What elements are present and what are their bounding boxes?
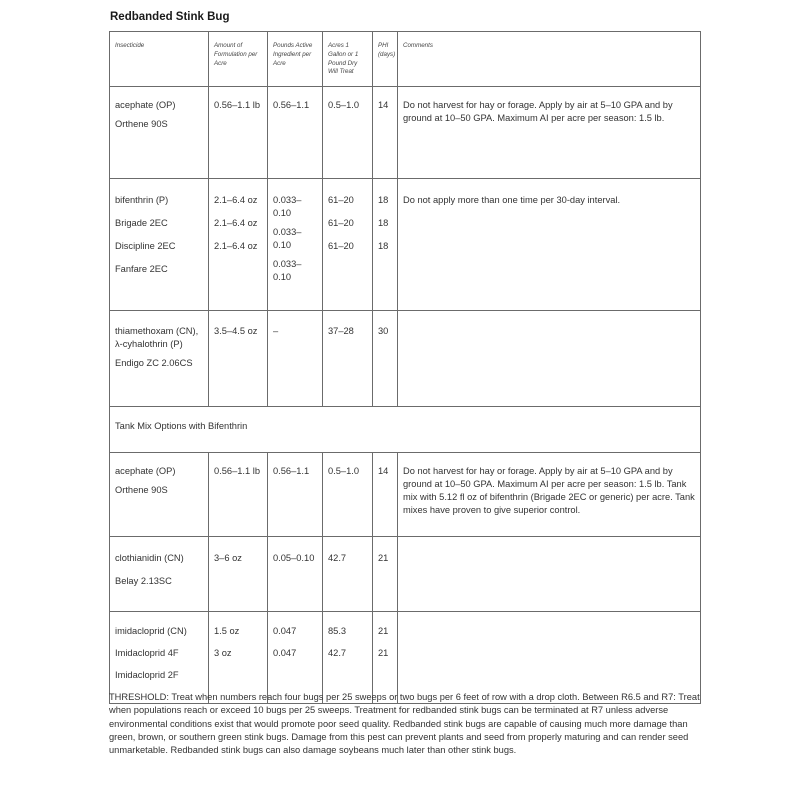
comment-cell: Do not apply more than one time per 30-day interval. [398, 179, 701, 311]
cell-line: 0.5–1.0 [328, 466, 360, 476]
cell-line: 2.1–6.4 oz [214, 218, 258, 228]
acres-cell [323, 612, 373, 704]
cell-line: 2.1–6.4 oz [214, 241, 258, 251]
cell-line: 61–20 [328, 241, 354, 251]
cell-line: imidacloprid (CN) [115, 626, 187, 636]
comment-cell [398, 537, 701, 612]
cell-line: 18 [378, 241, 389, 251]
cell-line: 0.05–0.10 [273, 553, 315, 563]
phi-cell [373, 537, 398, 612]
insecticide-cell [110, 179, 209, 311]
cell-line: Imidacloprid 4F [115, 648, 179, 658]
pounds-cell [268, 612, 323, 704]
cell-line: 0.56–1.1 lb [214, 466, 261, 476]
cell-line: 2.1–6.4 oz [214, 195, 258, 205]
cell-line: 0.56–1.1 [273, 100, 310, 110]
cell-line: – [273, 326, 279, 336]
amount-cell [209, 453, 268, 537]
insecticide-cell [110, 537, 209, 612]
cell-line: 42.7 [328, 553, 347, 563]
pounds-cell [268, 453, 323, 537]
header-comments: Comments [398, 32, 701, 87]
cell-line: bifenthrin (P) [115, 195, 169, 205]
header-phi: PHI (days) [373, 32, 398, 87]
insecticide-cell [110, 311, 209, 407]
comment-cell [398, 612, 701, 704]
pounds-cell [268, 179, 323, 311]
header-amount: Amount of Formulation per Acre [209, 32, 268, 87]
phi-cell [373, 612, 398, 704]
phi-cell [373, 453, 398, 537]
cell-line: 21 [378, 553, 389, 563]
section-label: Tank Mix Options with Bifenthrin [110, 407, 701, 453]
cell-line: clothianidin (CN) [115, 553, 184, 563]
insecticide-cell [110, 453, 209, 537]
pounds-cell [268, 87, 323, 179]
insecticide-cell [110, 612, 209, 704]
header-acres: Acres 1 Gallon or 1 Pound Dry Will Treat [323, 32, 373, 87]
table-row [110, 87, 701, 179]
pounds-cell [268, 311, 323, 407]
phi-cell [373, 179, 398, 311]
cell-line: acephate (OP) [115, 466, 176, 476]
cell-line: 18 [378, 195, 389, 205]
table-row [110, 612, 701, 704]
cell-line: 61–20 [328, 218, 354, 228]
cell-line: 14 [378, 466, 389, 476]
cell-line: 85.3 [328, 626, 347, 636]
table-row [110, 453, 701, 537]
phi-cell [373, 87, 398, 179]
cell-line: Endigo ZC 2.06CS [115, 358, 193, 368]
amount-cell [209, 87, 268, 179]
cell-line: 61–20 [328, 195, 354, 205]
acres-cell [323, 537, 373, 612]
table-row [110, 311, 701, 407]
cell-line: 18 [378, 218, 389, 228]
threshold-note: THRESHOLD: Treat when numbers reach four bugs per 25 sweeps or two bugs per 6 feet of row with a drop cloth. Between R6.5 and R7: Treat when populations reach or exceed 10 bugs per 25 sweeps. Treatment for redbanded stink bugs can be terminated at R7 unless adverse environmental conditions exist that would promote poor seed quality. Redbanded stink bugs are capable of causing much more damage than green, brown, or southern green stink bugs. Damage from this pest can prevent plants and seed from properly maturing and can render seed unmarketable. Redbanded stink bugs can also damage soybeans much later than other stink bugs. [109, 692, 700, 756]
amount-cell [209, 612, 268, 704]
cell-line: Discipline 2EC [115, 241, 176, 251]
comment-cell [398, 311, 701, 407]
cell-line: 21 [378, 648, 389, 658]
pounds-cell [268, 537, 323, 612]
amount-cell [209, 311, 268, 407]
acres-cell [323, 453, 373, 537]
cell-line: 0.56–1.1 lb [214, 100, 261, 110]
acres-cell [323, 87, 373, 179]
table-row [110, 537, 701, 612]
cell-line: Fanfare 2EC [115, 264, 168, 274]
header-pounds: Pounds Active Ingredient per Acre [268, 32, 323, 87]
cell-line: 14 [378, 100, 389, 110]
cell-line: Brigade 2EC [115, 218, 168, 228]
cell-line: 0.033–0.10 [273, 195, 302, 218]
cell-line: thiamethoxam (CN), λ-cyhalothrin (P) [115, 326, 199, 349]
cell-line: 3–6 oz [214, 553, 242, 563]
table-header-row [110, 32, 701, 87]
cell-line: 3 oz [214, 648, 232, 658]
cell-line: 30 [378, 326, 389, 336]
insecticide-cell [110, 87, 209, 179]
header-insecticide: Insecticide [110, 32, 209, 87]
insecticide-table [109, 31, 701, 704]
phi-cell [373, 311, 398, 407]
cell-line: 3.5–4.5 oz [214, 326, 258, 336]
amount-cell [209, 537, 268, 612]
cell-line: 1.5 oz [214, 626, 240, 636]
cell-line: 0.047 [273, 648, 297, 658]
comment-cell: Do not harvest for hay or forage. Apply by air at 5–10 GPA and by ground at 10–50 GPA. Maximum AI per acre per season: 1.5 lb. [398, 87, 701, 179]
cell-line: Orthene 90S [115, 485, 168, 495]
acres-cell [323, 311, 373, 407]
cell-line: Belay 2.13SC [115, 576, 172, 586]
cell-line: 21 [378, 626, 389, 636]
cell-line: 0.56–1.1 [273, 466, 310, 476]
table-row [110, 179, 701, 311]
cell-line: acephate (OP) [115, 100, 176, 110]
cell-line: 0.033–0.10 [273, 259, 302, 282]
cell-line: Orthene 90S [115, 119, 168, 129]
cell-line: 37–28 [328, 326, 354, 336]
amount-cell [209, 179, 268, 311]
acres-cell [323, 179, 373, 311]
cell-line: Imidacloprid 2F [115, 670, 179, 680]
section-row [110, 407, 701, 453]
cell-line: 0.047 [273, 626, 297, 636]
cell-line: 0.5–1.0 [328, 100, 360, 110]
cell-line: 0.033–0.10 [273, 227, 302, 250]
page-title: Redbanded Stink Bug [110, 11, 230, 23]
comment-cell: Do not harvest for hay or forage. Apply by air at 5–10 GPA and by ground at 10–50 GPA. Maximum AI per acre per season: 1.5 lb. Tank mix with 5.12 fl oz of bifenthrin (Brigade 2EC or generic) per acre. Tank mixes have proven to give superior control. [398, 453, 701, 537]
cell-line: 42.7 [328, 648, 347, 658]
